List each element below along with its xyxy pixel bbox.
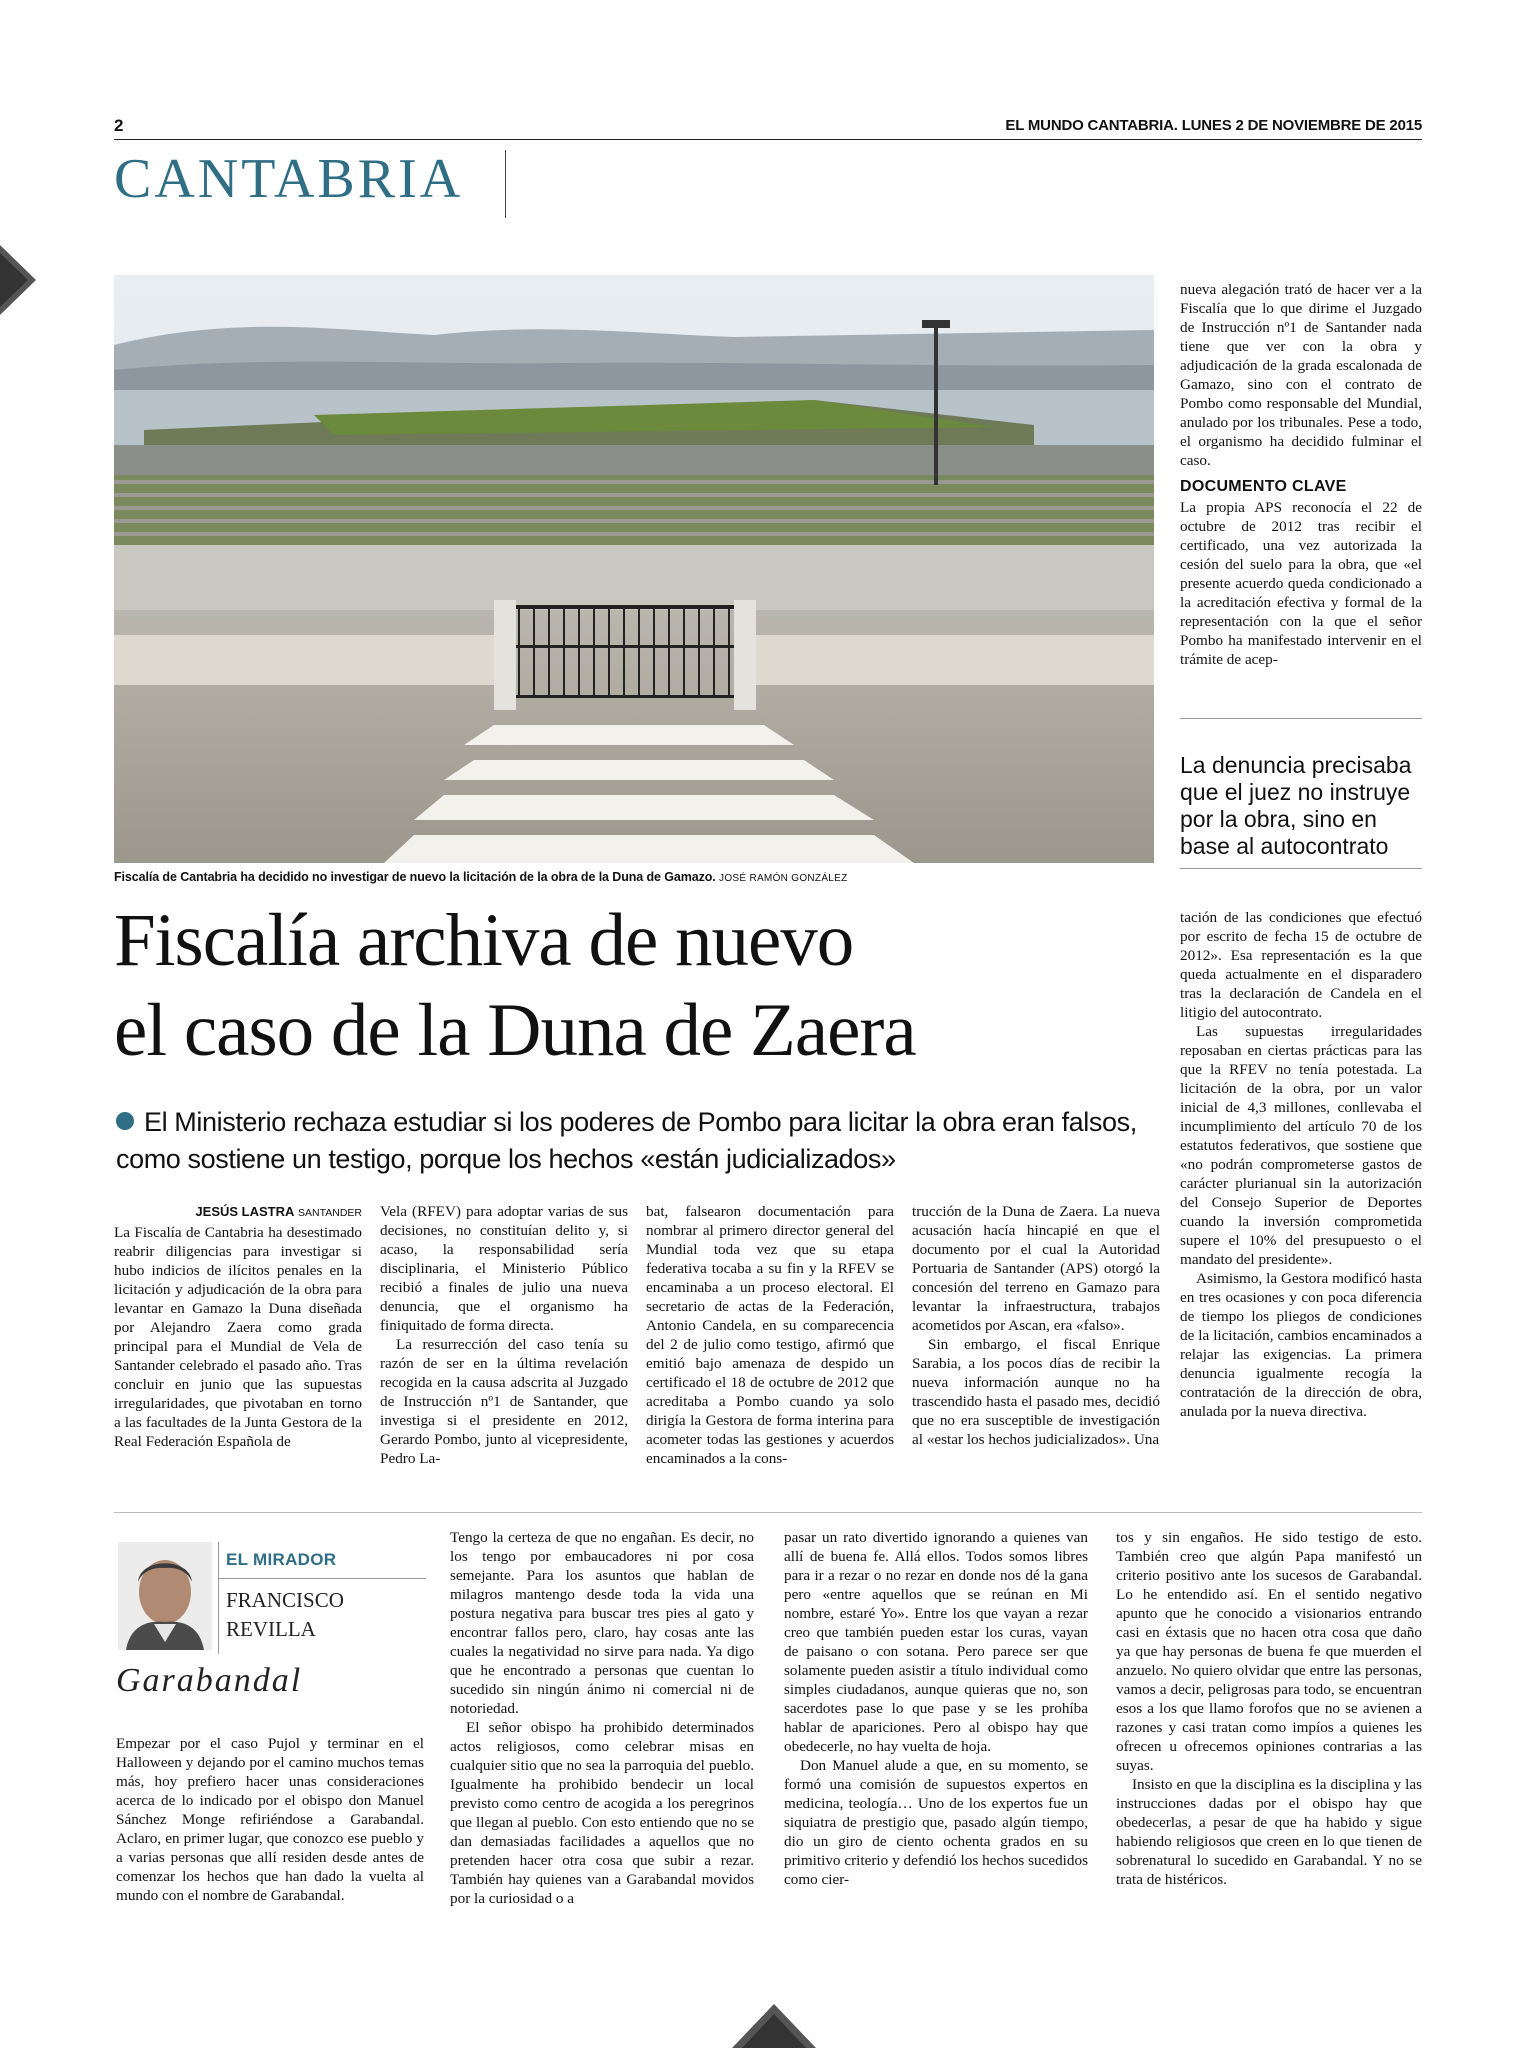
opinion-column-2 (450, 1528, 754, 1908)
opinion-author-first: FRANCISCO (226, 1588, 344, 1612)
article-paragraph: bat, falsearon documentación para nombrar al primero director general del Mundial toda vez que su etapa federativa tocaba a su fin y la RFEV se encaminaba a un proceso electoral. El secretario de actas de la Federación, Antonio Candela, en su comparecencia del 2 de julio como testigo, afirmó que emitió bajo amenaza de despido un certificado el 18 de octubre de 2012 que acreditaba a Pombo cuando ya solo dirigía la Gestora de forma interina para acometer todas las gestiones y acuerdos encaminados a la cons- (646, 1203, 894, 1467)
headline-line-1: Fiscalía archiva de nuevo (114, 899, 854, 982)
opinion-paragraph: tos y sin engaños. He sido testigo de esto. También creo que algún Papa manifestó un criterio positivo ante los sucesos de Garabandal. Lo he entendido así. En el sentido negativo apunto que he conocido a visionarios entrando casi en éxtasis que no hacen otra cosa que daño ya que hay personas de buena fe que muerden el anzuelo. No quiero olvidar que entre las personas, vamos a decir, peligrosas para todo, se encuentran esos a los que llamo forofos que no se avienen a razones y casi tratan como impíos a quienes les ofrecen u ofrecemos opiniones contrarias a las suyas. (1116, 1529, 1422, 1774)
article-paragraph: Las supuestas irregularidades reposaban en ciertas prácticas para las que la RFEV no tenía potestada. La licitación de la obra, por un valor inicial de 4,3 millones, conllevaba el incumplimiento del artículo 70 de los estatutos federativos, que sostiene que «no podrán comprometerse gastos de carácter plurianual sin la autorización del Consejo Superior de Deportes cuando la inversión comprometida supere el 10% del presupuesto o el mandato del presidente». (1180, 1023, 1422, 1268)
section-title: CANTABRIA (114, 148, 464, 210)
bullet-dot-icon (116, 1112, 134, 1130)
section-divider (114, 1512, 1422, 1513)
pull-quote-rule-top (1180, 718, 1422, 719)
photo-caption (114, 870, 848, 884)
photo-credit: JOSÉ RAMÓN GONZÁLEZ (719, 873, 848, 884)
opinion-column-1 (116, 1734, 424, 1905)
article-paragraph: nueva alegación trató de hacer ver a la Fiscalía que lo que dirime el Juzgado de Instrucción nº1 de Santander nada tiene que ver con la obra y adjudicación de la grada escalonada de Gamazo, sino con el contrato de Pombo como responsable del Mundial, anulado por los tribunales. Pese a todo, el organismo ha decidido fulminar el caso. (1180, 281, 1422, 469)
author-box-rule (218, 1578, 426, 1579)
section-title-divider (505, 150, 506, 218)
byline (114, 1202, 362, 1223)
author-photo (118, 1542, 212, 1650)
opinion-paragraph: El señor obispo ha prohibido determinados actos religiosos, como celebrar misas en cualquier sitio que no sea la parroquia del pueblo. Igualmente ha prohibido bendecir un local previsto como centro de acogida a los peregrinos que llegan al pueblo. Con esto entiendo que no se dan demasiadas facilidades a aquellos que no pretenden hacer otra cosa que subir a rezar. También hay quienes van a Garabandal movidos por la curiosidad o a (450, 1719, 754, 1907)
side-subheading: DOCUMENTO CLAVE (1180, 478, 1347, 495)
article-paragraph: La resurrección del caso tenía su razón de ser en la última revelación recogida en la causa adscrita al Juzgado de Instrucción nº1 de Santander, que investiga si el presidente en 2012, Gerardo Pombo, junto al vicepresidente, Pedro La- (380, 1336, 628, 1467)
side-column-top (1180, 280, 1422, 669)
article-paragraph: Sin embargo, el fiscal Enrique Sarabia, a los pocos días de recibir la nueva información aunque no ha trascendido hasta el pasado mes, decidió que no era susceptible de investigación al «estar los hechos judicializados». Una (912, 1336, 1160, 1448)
article-photo (114, 275, 1154, 863)
article-paragraph: La Fiscalía de Cantabria ha desestimado reabrir diligencias para investigar si hubo indicios de ilícitos penales en la licitación y adjudicación de la obra para levantar en Gamazo la Duna diseñada por Alejandro Zaera como grada principal para el Mundial de Vela de Santander celebrado el pasado año. Tras concluir en junio que las supuestas irregularidades, que pivotaban en torno a las facultades de la Junta Gestora de la Real Federación Española de (114, 1224, 362, 1450)
photo-caption-text: Fiscalía de Cantabria ha decidido no investigar de nuevo la licitación de la obra de la Duna de Gamazo. (114, 870, 716, 884)
article-paragraph: Vela (RFEV) para adoptar varias de sus decisiones, no constituían delito y, si acaso, la responsabilidad sería disciplinaria, el Ministerio Público recibió a finales de julio una nueva denuncia, que el organismo ha finiquitado de forma directa. (380, 1203, 628, 1334)
article-column-3 (646, 1202, 894, 1468)
opinion-column-4 (1116, 1528, 1422, 1889)
header-rule (114, 139, 1422, 140)
byline-place: SANTANDER (298, 1207, 362, 1219)
article-paragraph: trucción de la Duna de Zaera. La nueva acusación hacía hincapié en que el documento por el cual la Autoridad Portuaria de Santander (APS) otorgó la concesión del terreno en Gamazo para levantar la infraestructura, trabajos acometidos por Ascan, era «falso». (912, 1203, 1160, 1334)
article-paragraph: Asimismo, la Gestora modificó hasta en tres ocasiones y con poca diferencia de tiempo los pliegos de condiciones de la licitación, cambios encaminados a relajar las exigencias. La primera denuncia igualmente recogía la contratación de la dirección de obra, anulada por la nueva directiva. (1180, 1270, 1422, 1420)
opinion-column-name: EL MIRADOR (226, 1550, 337, 1569)
article-column-2 (380, 1202, 628, 1468)
subheadline-text: El Ministerio rechaza estudiar si los poderes de Pombo para licitar la obra eran falsos, como sostiene un testigo, porque los hechos «están judicializados» (116, 1107, 1137, 1174)
opinion-author-last: REVILLA (226, 1617, 316, 1641)
previous-page-arrow-icon[interactable] (0, 245, 42, 315)
byline-author: JESÚS LASTRA (195, 1204, 295, 1219)
pull-quote-rule-bottom (1180, 868, 1422, 869)
opinion-paragraph: Don Manuel alude a que, en su momento, se formó una comisión de supuestos expertos en medicina, teología… Uno de los expertos fue un siquiatra de prestigio que, pasado algún tiempo, dio un giro de ciento ochenta grados en su primitivo criterio y defendió los hechos sucedidos como cier- (784, 1757, 1088, 1888)
headline-line-2: el caso de la Duna de Zaera (114, 989, 916, 1072)
article-paragraph: La propia APS reconocía el 22 de octubre de 2012 tras recibir el certificado, una vez autorizada la cesión del suelo para la obra, que «el presente acuerdo queda condicionado a la acreditación efectiva y formal de la representación con la que el señor Pombo ha manifestado intervenir en el trámite de acep- (1180, 499, 1422, 668)
article-column-1 (114, 1202, 362, 1451)
author-box-divider (218, 1542, 219, 1654)
opinion-paragraph: Tengo la certeza de que no engañan. Es decir, no los tengo por embaucadores ni por cosa semejante. Para los asuntos que hablan de milagros mantengo desde toda la vida una postura negativa para buscar tres pies al gato y encontrar fallos pero, claro, hay cosas ante las cuales la negatividad no sirve para nada. Ya digo que he encontrado a personas que cuentan lo sucedido sin ningún ánimo ni comercial ni de notoriedad. (450, 1529, 754, 1717)
article-column-4 (912, 1202, 1160, 1449)
opinion-paragraph: Empezar por el caso Pujol y terminar en el Halloween y dejando por el camino muchos temas más, hoy prefiero hacer unas consideraciones acerca de lo indicado por el obispo don Manuel Sánchez Monge refiriéndose a Garabandal. Aclaro, en primer lugar, que conozco ese pueblo y a varias personas que allí residen desde antes de comenzar los hechos que han dado la vuelta al mundo con el nombre de Garabandal. (116, 1735, 424, 1904)
opinion-author (226, 1586, 344, 1644)
publication-dateline: EL MUNDO CANTABRIA. LUNES 2 DE NOVIEMBRE DE 2015 (1005, 117, 1422, 134)
pull-quote: La denuncia precisaba que el juez no instruye por la obra, sino en base al autocontrato (1180, 752, 1412, 859)
article-paragraph: tación de las condiciones que efectuó por escrito de fecha 15 de octubre de 2012». Esa representación es la que queda actualmente en el disparadero tras la declaración de Candela en el litigio del autocontrato. (1180, 909, 1422, 1021)
opinion-column-3 (784, 1528, 1088, 1889)
headline (114, 896, 1164, 1076)
opinion-paragraph: pasar un rato divertido ignorando a quienes van allí de buena fe. Allá ellos. Todos somos libres para ir a rezar o no rezar en donde nos dé la gana pero «entre aquellos que se reúnan en Mi nombre, estaré Yo». Entre los que vayan a rezar creo que también pueden estar los curas, vayan de paisano o con sotana. Pero parece ser que solamente pueden asistir a título individual como simples ciudadanos, aunque quieras que no, son sacerdotes pase lo que pase y se les prohíba hablar de apariciones. Pero al obispo hay que obedecerle, no hay vuelta de hoja. (784, 1529, 1088, 1755)
opinion-paragraph: Insisto en que la disciplina es la disciplina y las instrucciones dadas por el obispo hay que obedecerlas, a pesar de que ha habido y sigue habiendo religiosos que creen en lo que tienen de sobrenatural lo sucedido en Garabandal. Y no se trata de histéricos. (1116, 1776, 1422, 1888)
side-column-bottom (1180, 908, 1422, 1421)
subheadline (116, 1104, 1156, 1178)
opinion-title: Garabandal (116, 1662, 303, 1699)
next-page-arrow-icon[interactable] (732, 2004, 816, 2048)
page-number: 2 (114, 116, 124, 135)
